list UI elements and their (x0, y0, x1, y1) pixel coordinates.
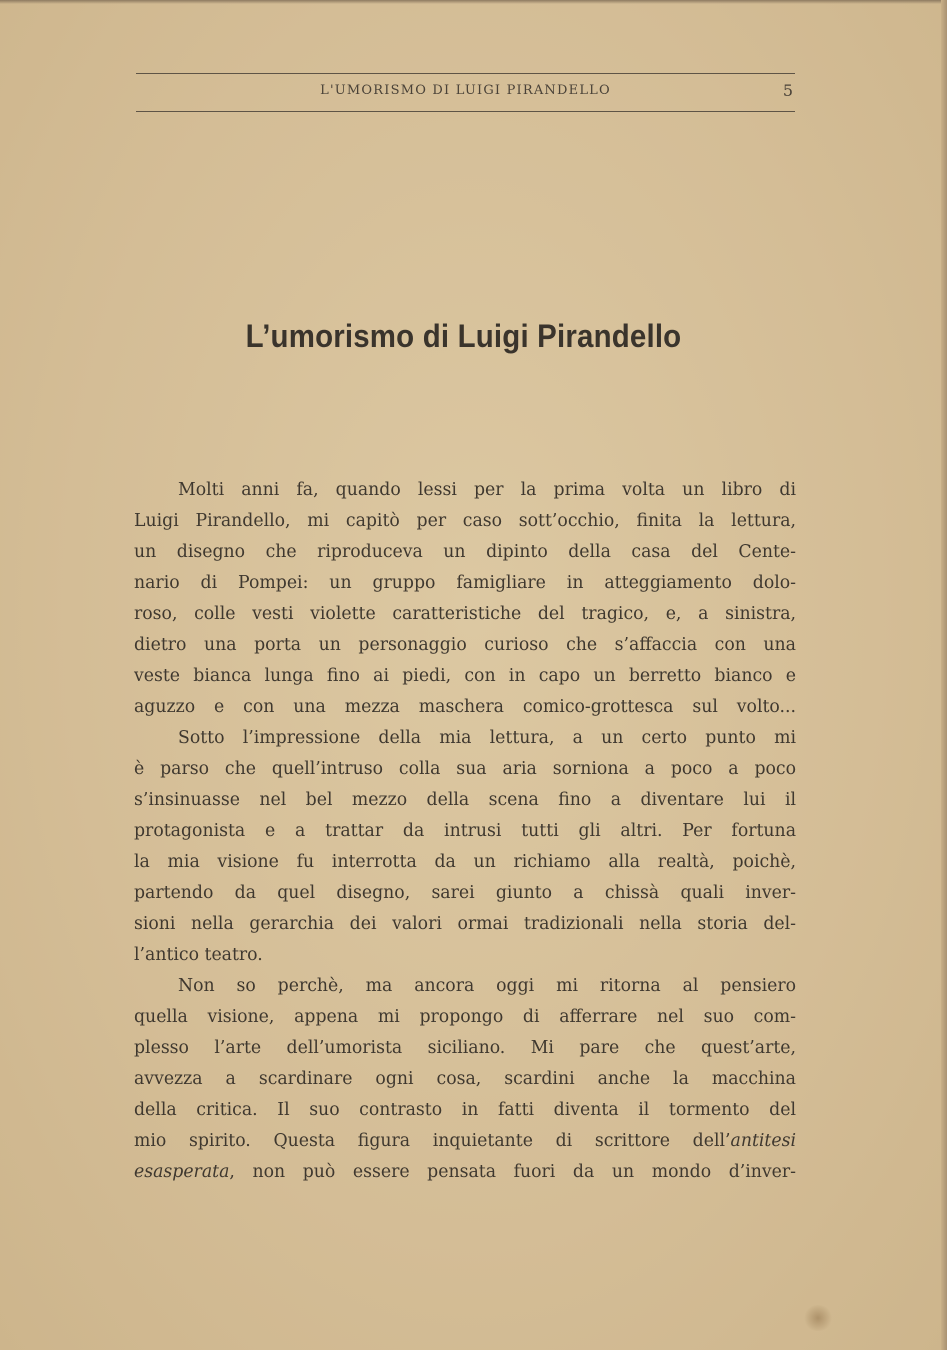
page-number: 5 (782, 81, 793, 100)
text-line: sioni nella gerarchia dei valori ormai tradizionali nella storia del- (134, 914, 796, 934)
running-header (136, 73, 795, 112)
text-line: roso, colle vesti violette caratteristiche del tragico, e, a sinistra, (134, 604, 796, 624)
text-line: un disegno che riproduceva un dipinto della casa del Cente- (134, 542, 796, 562)
text-line: la mia visione fu interrotta da un richiamo alla realtà, poichè, (134, 852, 796, 872)
text-line: partendo da quel disegno, sarei giunto a chissà quali inver- (134, 883, 796, 903)
page-top-edge (0, 0, 947, 4)
text-line: è parso che quell’intruso colla sua aria sorniona a poco a poco (134, 759, 796, 779)
page-right-edge (941, 0, 947, 1350)
text-line: veste bianca lunga fino ai piedi, con in capo un berretto bianco e (134, 666, 796, 686)
text-line: dietro una porta un personaggio curioso che s’affaccia con una (134, 635, 796, 655)
text-line: quella visione, appena mi propongo di afferrare nel suo com- (134, 1007, 796, 1027)
text-line: Luigi Pirandello, mi capitò per caso sott’occhio, finita la lettura, (134, 511, 796, 531)
text-line-with-italic (134, 1157, 796, 1188)
text-line: Molti anni fa, quando lessi per la prima volta un libro di (178, 480, 796, 500)
running-title: L'UMORISMO DI LUIGI PIRANDELLO (320, 83, 611, 98)
text-line: aguzzo e con una mezza maschera comico-grottesca sul volto... (134, 697, 796, 717)
text-line: s’insinuasse nel bel mezzo della scena fino a diventare lui il (134, 790, 796, 810)
text-line: Non so perchè, ma ancora oggi mi ritorna al pensiero (178, 976, 796, 996)
italic-term: esasperata (134, 1162, 230, 1182)
paper-stain (803, 1305, 833, 1331)
text-line: avvezza a scardinare ogni cosa, scardini anche la macchina (134, 1069, 796, 1089)
text-line: plesso l’arte dell’umorista siciliano. Mi pare che quest’arte, (134, 1038, 796, 1058)
text-line: l’antico teatro. (134, 945, 263, 965)
text-run: , non può essere pensata fuori da un mondo d’inver- (229, 1162, 796, 1182)
text-line: nario di Pompei: un gruppo famigliare in atteggiamento dolo- (134, 573, 796, 593)
chapter-title: L’umorismo di Luigi Pirandello (245, 318, 682, 354)
text-line: Sotto l’impressione della mia lettura, a un certo punto mi (178, 728, 796, 748)
text-line: della critica. Il suo contrasto in fatti diventa il tormento del (134, 1100, 796, 1120)
body-text (134, 475, 796, 1188)
italic-term: antitesi (730, 1131, 796, 1151)
text-line-with-italic (134, 1126, 796, 1157)
text-run: mio spirito. Questa figura inquietante di scrittore dell’ (134, 1131, 731, 1151)
text-line: protagonista e a trattar da intrusi tutti gli altri. Per fortuna (134, 821, 796, 841)
